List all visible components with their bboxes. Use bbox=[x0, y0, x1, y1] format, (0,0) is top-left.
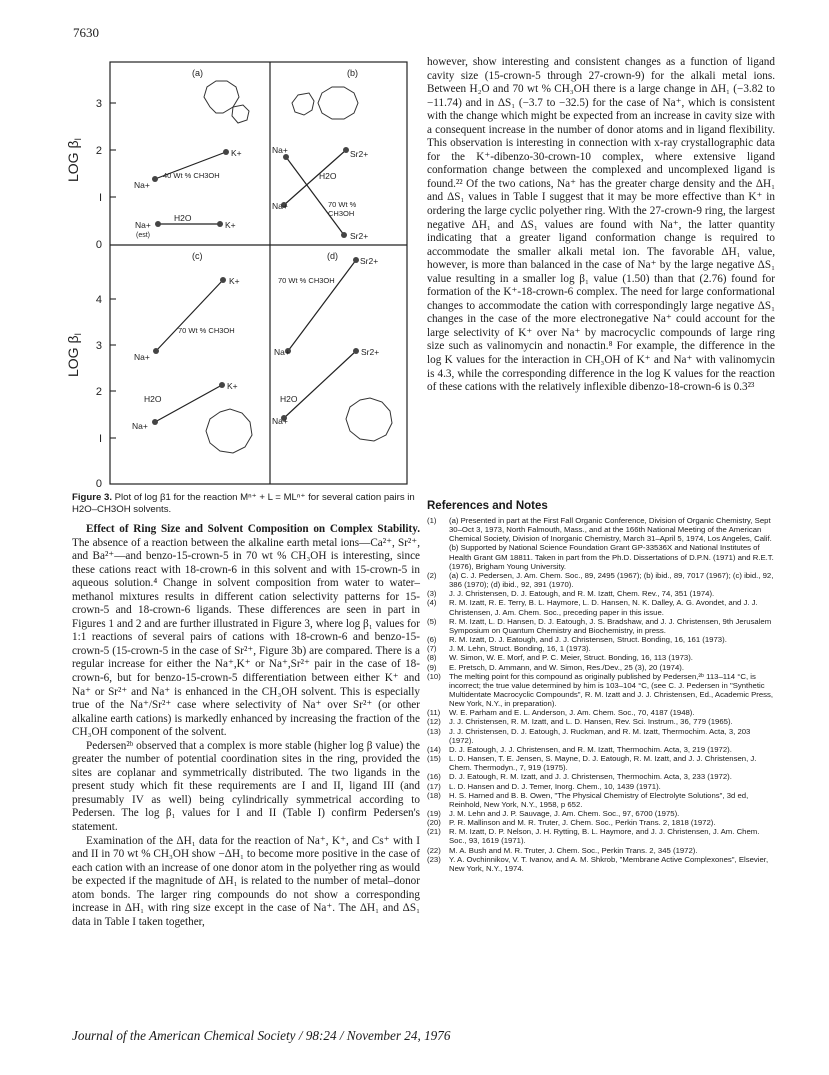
reference-text: D. J. Eatough, R. M. Izatt, and J. J. Christensen, Thermochim. Acta, 3, 233 (1972). bbox=[449, 772, 732, 782]
label-d-sr-top: Sr2+ bbox=[360, 256, 379, 266]
crown-ether-ring-a bbox=[204, 81, 249, 123]
point-a-k-lower bbox=[217, 221, 223, 227]
tick-top-0: 0 bbox=[95, 239, 102, 251]
tick-top-1: I bbox=[98, 192, 102, 204]
reference-number: (9) bbox=[427, 662, 437, 672]
reference-number: (8) bbox=[427, 653, 437, 663]
reference-number: (22) bbox=[427, 845, 441, 855]
label-d-na-bottom: Na+ bbox=[272, 416, 288, 426]
reference-text: J. J. Christensen, R. M. Izatt, and L. D. Hansen, Rev. Sci. Instrum., 36, 779 (1965). bbox=[449, 717, 733, 727]
reference-number: (6) bbox=[427, 635, 437, 645]
left-para-2: Pedersen²ᵇ observed that a complex is more stable (higher log β value) the greater the number of potential coordination sites in the ring, provided the sites are coplanar and symmetrically distributed. The two ligands in the present study which fit these requirements are I and II, ligand III (and presumably IV as well) being cylindrically symmetrical according to Pedersen. The log β₁ values for I and II (Table I) confirm Pedersen's statement. bbox=[72, 739, 420, 834]
reference-number: (19) bbox=[427, 809, 441, 818]
label-a-k2: K+ bbox=[225, 220, 236, 230]
reference-text: H. S. Harned and B. B. Owen, "The Physical Chemistry of Electrolyte Solutions", 3d ed, Reinhold, New York, N.Y., 1958, p 652. bbox=[449, 790, 749, 809]
reference-text: J. J. Christensen, D. J. Eatough, and R. M. Izatt, Chem. Rev., 74, 351 (1974). bbox=[449, 589, 715, 599]
line-c-upper bbox=[156, 280, 223, 351]
left-para-1-text: The absence of a reaction between the alkaline earth metal ions—Ca²⁺, Sr²⁺, and Ba²⁺—and benzo-15-crown-5 in 70 wt % CH₃OH is interesting, since these cations react with 18-crown-6 in this solvent and with 15-crown-5 in aqueous solution.⁴ Change in solvent composition from water to water–methanol mixtures results in different cation selectivity patterns for 15-crown-5 and 18-crown-6 ligands. These differences are seen in part in Figures 1 and 2 and are further illustrated in Figure 3, where log β₁ values for 1:1 reactions of several pairs of cations with 18-crown-6 and benzo-15-crown-5 (15-crown-5 in the case of Sr²⁺, Figure 3b) are compared. There is a regular increase for either the Na⁺,K⁺ or Na⁺,Sr²⁺ pair in the case of 18-crown-6, but for benzo-15-crown-5 differentiation between either K⁺ and Na⁺ or Sr²⁺ and Na⁺ is enhanced in the CH₃OH solvent. This is especially true of the Na⁺/Sr²⁺ case where selectivity of Na⁺ over Sr²⁺ (or other alkaline earth cations) is markedly enhanced by increasing the fraction of the CH₃OH component of the solvent. bbox=[72, 536, 420, 739]
reference-item bbox=[427, 617, 777, 635]
reference-item bbox=[427, 516, 777, 571]
left-para-3: Examination of the ΔH₁ data for the reaction of Na⁺, K⁺, and Cs⁺ with I and II in 70 wt % CH₃OH show −ΔH₁ to become more positive in the case of each cation with an increase of one donor atom in the polyether ring as would be expected if the magnitude of ΔH₁ is related to the number of metal–donor atom bonds. The larger ring compounds do not show a corresponding increase in ΔH₁ with ring size except in the case of Na⁺. The ΔH₁ and ΔS₁ data in Table I taken together, bbox=[72, 834, 420, 928]
reference-item bbox=[427, 827, 777, 845]
point-d-sr-top bbox=[353, 257, 359, 263]
reference-number: (18) bbox=[427, 790, 441, 800]
reference-text: L. D. Hansen, T. E. Jensen, S. Mayne, D. J. Eatough, R. M. Izatt, and J. J. Christensen, J. Chem. Thermodyn., 7, 919 (1975). bbox=[449, 754, 757, 773]
line-c-lower bbox=[155, 385, 222, 422]
reference-item bbox=[427, 708, 777, 717]
reference-item bbox=[427, 727, 777, 745]
reference-number: (20) bbox=[427, 818, 441, 828]
reference-text: D. J. Eatough, J. J. Christensen, and R. M. Izatt, Thermochim. Acta, 3, 219 (1972). bbox=[449, 744, 732, 754]
label-d-sr-mid: Sr2+ bbox=[361, 347, 380, 357]
label-b-sr-bottom: Sr2+ bbox=[350, 231, 369, 241]
reference-item bbox=[427, 782, 777, 791]
reference-number: (14) bbox=[427, 744, 441, 754]
references-heading: References and Notes bbox=[427, 500, 548, 512]
reference-text: E. Pretsch, D. Ammann, and W. Simon, Res./Dev., 25 (3), 20 (1974). bbox=[449, 662, 685, 672]
figure-3 bbox=[60, 57, 418, 489]
label-a-water: H2O bbox=[174, 213, 192, 223]
label-a-k: K+ bbox=[231, 148, 242, 158]
figure-3-plot bbox=[60, 57, 418, 489]
panel-c-label: (c) bbox=[192, 251, 203, 261]
reference-item bbox=[427, 598, 777, 616]
reference-item bbox=[427, 589, 777, 598]
label-d-na-mid: Na+ bbox=[274, 347, 290, 357]
reference-text: R. M. Izatt, L. D. Hansen, D. J. Eatough, J. S. Bradshaw, and J. J. Christensen, 9th Jerusalem Symposium on Quantum Chemistry and Biochemistry, in press. bbox=[449, 616, 772, 635]
reference-text: W. E. Parham and E. L. Anderson, J. Am. Chem. Soc., 70, 4187 (1948). bbox=[449, 708, 695, 718]
tick-bottom-4: 4 bbox=[95, 294, 102, 306]
references-list bbox=[427, 516, 777, 873]
right-para-1: however, show interesting and consistent changes as a function of ligand cavity size (15-crown-5 through 27-crown-9) for the alkali metal ions. Between H₂O and 70 wt % CH₃OH there is a large change in ΔH₁ (−3.82 to −11.74) and in ΔS₁ (−3.7 to −32.5) for the case of Na⁺, which is consistent with the change which might be expected from an increase in cavity size with a consequent increase in the number of donor atoms and in ligand flexibility. This observation is interesting in connection with x-ray crystallographic data for the K⁺-dibenzo-30-crown-10 complex, where extensive ligand conformation change between the complexed and uncomplexed ligand is found.²² Of the two cations, Na⁺ has the greater charge density and the ΔH₁ and ΔS₁ values in Table I suggest that it may be more effective than K⁺ in ordering the large cyclic polyether ring. With the 27-crown-9 ring, the largest negative ΔH₁ and ΔS₁ values are found with Na⁺, the latter quantity indicating that a greater ligand conformation change is required to accommodate the smaller alkali metal ion. The favorable ΔH₁ value, however, is more than balanced in the case of Na⁺ by the large negative ΔS₁ value resulting in a smaller log β₁ value (1.50) than that (2.76) found for formation of the K⁺-18-crown-6 complex. The need for large conformational changes to accommodate the cation with correspondingly large negative ΔS₁ changes in the case of the more electronegative Na⁺ could account for the large selectivity of K⁺ over Na⁺ by macrocyclic compounds of large ring size such as valinomycin and nonactin.⁸ For example, the difference in the log K values for the interaction in CH₃OH of K⁺ and Na⁺ with valinomycin is 4.3, while the corresponding difference in the log K values for the reaction of these cations with the relatively inflexible dibenzo-18-crown-6 is 0.3²³ bbox=[427, 56, 775, 394]
reference-text: (a) C. J. Pedersen, J. Am. Chem. Soc., 89, 2495 (1967); (b) ibid., 89, 7017 (1967); (c) ibid., 92, 386 (1970); (d) ibid., 92, 391 (1970). bbox=[449, 570, 774, 590]
reference-item bbox=[427, 855, 777, 873]
reference-text: R. M. Izatt, R. E. Terry, B. L. Haymore, L. D. Hansen, N. K. Dalley, A. G. Avondet, and J. J. Christensen, J. Am. Chem. Soc., preceding paper in this issue. bbox=[449, 598, 758, 617]
label-c-na: Na+ bbox=[134, 352, 150, 362]
reference-text: R. M. Izatt, D. J. Eatough, and J. J. Christensen, Struct. Bonding, 16, 161 (1973). bbox=[449, 635, 727, 645]
panel-a-label: (a) bbox=[192, 68, 203, 78]
reference-text: R. M. Izatt, D. P. Nelson, J. H. Rytting, B. L. Haymore, and J. J. Christensen, J. Am. Chem. Soc., 93, 1619 (1971). bbox=[449, 827, 760, 846]
label-a-est: (est) bbox=[136, 232, 150, 239]
right-column bbox=[427, 56, 775, 395]
reference-number: (5) bbox=[427, 616, 437, 626]
label-a-na2: Na+ bbox=[135, 220, 151, 230]
crown-ether-ring-b bbox=[292, 87, 358, 119]
reference-text: M. A. Bush and M. R. Truter, J. Chem. Soc., Perkin Trans. 2, 345 (1972). bbox=[449, 845, 698, 855]
section-heading: Effect of Ring Size and Solvent Composition on Complex Stability. bbox=[86, 523, 420, 535]
label-c-k: K+ bbox=[229, 276, 240, 286]
figure-caption bbox=[72, 492, 420, 515]
point-b-sr-bottom bbox=[341, 232, 347, 238]
label-c-water: H2O bbox=[144, 394, 162, 404]
line-d-upper bbox=[288, 260, 356, 351]
reference-number: (10) bbox=[427, 671, 441, 681]
reference-text: J. M. Lehn, Struct. Bonding, 16, 1 (1973). bbox=[449, 644, 591, 654]
point-c-na-lower bbox=[152, 419, 158, 425]
label-b-solvent-2: CH3OH bbox=[328, 209, 355, 218]
reference-item bbox=[427, 772, 777, 781]
point-d-sr-mid bbox=[353, 348, 359, 354]
reference-item bbox=[427, 791, 777, 809]
label-c-na2: Na+ bbox=[132, 421, 148, 431]
point-c-k-upper bbox=[220, 277, 226, 283]
label-d-water: H2O bbox=[280, 394, 298, 404]
reference-number: (13) bbox=[427, 726, 441, 736]
reference-item bbox=[427, 571, 777, 589]
tick-bottom-0: 0 bbox=[95, 478, 102, 489]
y-ticks bbox=[110, 103, 116, 438]
tick-bottom-1: I bbox=[98, 433, 102, 445]
label-c-solvent: 70 Wt % CH3OH bbox=[178, 326, 235, 335]
reference-item bbox=[427, 644, 777, 653]
label-a-solvent: 40 Wt % CH3OH bbox=[163, 171, 220, 180]
reference-item bbox=[427, 717, 777, 726]
reference-text: (a) Presented in part at the First Fall Organic Conference, Division of Organic Chemistry, Sept 30–Oct 3, 1973, North Falmouth, Mass., and at the 166th National Meeting of the American Chemical Society, Division of Inorganic Chemistry, March 31–April 5, 1974, Los Angeles, Calif. (b) Supported by National Science Foundation Grant GP-33536X and National Institutes of Health Grant GM 18811. Taken in part from the Ph.D. Dissertations of D.P.N. (1971) and R.E.T. (1976), Brigham Young University. bbox=[449, 516, 774, 571]
left-column bbox=[72, 523, 420, 929]
reference-number: (23) bbox=[427, 854, 441, 864]
reference-text: J. M. Lehn and J. P. Sauvage, J. Am. Chem. Soc., 97, 6700 (1975). bbox=[449, 809, 680, 818]
panel-d-label: (d) bbox=[327, 251, 338, 261]
reference-number: (3) bbox=[427, 589, 437, 599]
label-b-water: H2O bbox=[319, 171, 337, 181]
page-number: 7630 bbox=[73, 25, 99, 40]
y-axis-title-top: LOG $\beta_I$ bbox=[65, 137, 83, 182]
reference-number: (2) bbox=[427, 570, 437, 580]
tick-bottom-2: 2 bbox=[95, 386, 102, 398]
tick-top-2: 2 bbox=[95, 145, 102, 157]
journal-footer: Journal of the American Chemical Society / 98:24 / November 24, 1976 bbox=[72, 1028, 451, 1043]
point-c-na-upper bbox=[153, 348, 159, 354]
reference-text: The melting point for this compound as originally published by Pedersen,²ᵇ 113–114 °C, is incorrect; the true value determined by him is 103–104 °C, (see C. J. Pedersen in "Synthetic Multidentate Macrocyclic Compounds", R. M. Izatt and J. J. Christensen, Ed., Academic Press, New York, N.Y., in preparation). bbox=[449, 671, 774, 709]
y-axis-title-bottom: LOG $\beta_I$ bbox=[65, 332, 83, 377]
label-c-k2: K+ bbox=[227, 381, 238, 391]
label-a-na: Na+ bbox=[134, 180, 150, 190]
reference-item bbox=[427, 663, 777, 672]
reference-number: (7) bbox=[427, 644, 437, 654]
reference-number: (16) bbox=[427, 772, 441, 782]
reference-item bbox=[427, 672, 777, 709]
reference-number: (17) bbox=[427, 781, 441, 791]
line-d-lower bbox=[284, 351, 356, 418]
reference-item bbox=[427, 745, 777, 754]
caption-label: Figure 3. bbox=[72, 492, 112, 503]
label-d-solvent: 70 Wt % CH3OH bbox=[278, 276, 335, 285]
point-a-k-upper bbox=[223, 149, 229, 155]
reference-number: (12) bbox=[427, 717, 441, 727]
point-b-sr-top bbox=[343, 147, 349, 153]
reference-number: (11) bbox=[427, 708, 441, 718]
reference-item bbox=[427, 653, 777, 662]
label-b-sr-top: Sr2+ bbox=[350, 149, 369, 159]
caption-text: Plot of log β1 for the reaction Mⁿ⁺ + L = MLⁿ⁺ for several cation pairs in H2O–CH3OH solvents. bbox=[72, 492, 415, 515]
reference-number: (21) bbox=[427, 827, 441, 837]
reference-item bbox=[427, 818, 777, 827]
reference-text: W. Simon, W. E. Morf, and P. C. Meier, Struct. Bonding, 16, 113 (1973). bbox=[449, 653, 693, 663]
reference-item bbox=[427, 754, 777, 772]
panel-b-label: (b) bbox=[347, 68, 358, 78]
point-c-k-lower bbox=[219, 382, 225, 388]
reference-number: (1) bbox=[427, 516, 437, 525]
reference-number: (15) bbox=[427, 754, 441, 764]
label-b-na-top: Na+ bbox=[272, 145, 288, 155]
reference-item bbox=[427, 635, 777, 644]
tick-bottom-3: 3 bbox=[95, 340, 102, 352]
label-b-solvent-1: 70 Wt % bbox=[328, 200, 357, 209]
point-a-na-upper bbox=[152, 176, 158, 182]
reference-text: J. J. Christensen, D. J. Eatough, J. Ruckman, and R. M. Izatt, Thermochim. Acta, 3, 203 (1972). bbox=[449, 726, 751, 745]
tick-top-3: 3 bbox=[95, 98, 102, 110]
crown-ether-ring-d bbox=[346, 398, 392, 441]
left-para-1 bbox=[72, 523, 420, 740]
crown-ether-ring-c bbox=[206, 409, 252, 453]
reference-text: L. D. Hansen and D. J. Temer, Inorg. Chem., 10, 1439 (1971). bbox=[449, 781, 661, 791]
label-b-na-bottom: Na+ bbox=[272, 201, 288, 211]
reference-item bbox=[427, 846, 777, 855]
point-a-na-lower bbox=[155, 221, 161, 227]
reference-text: P. R. Mallinson and M. R. Truter, J. Chem. Soc., Perkin Trans. 2, 1818 (1972). bbox=[449, 818, 716, 828]
reference-item bbox=[427, 809, 777, 818]
reference-text: Y. A. Ovchinnikov, V. T. Ivanov, and A. M. Shkrob, "Membrane Active Complexones", Elsevier, New York, N.Y., 1974. bbox=[449, 854, 769, 873]
reference-number: (4) bbox=[427, 598, 437, 608]
